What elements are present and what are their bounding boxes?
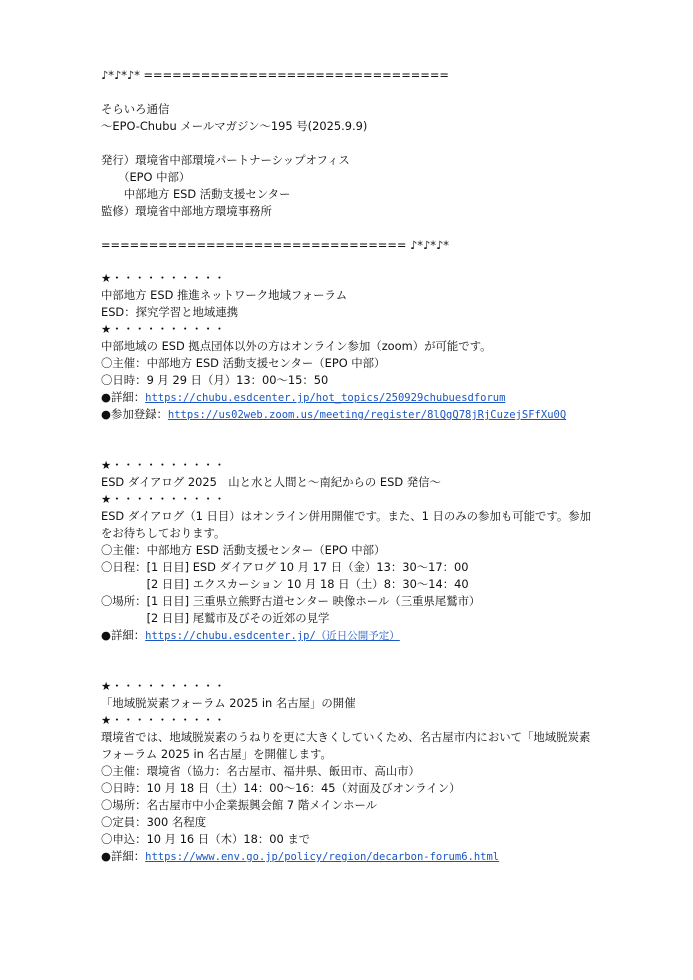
article-1-detail-link[interactable]: https://chubu.esdcenter.jp/hot_topics/250929chubuesdforum	[145, 392, 506, 404]
article-3-line: 〇定員：300 名程度	[101, 815, 207, 829]
publisher-line-3: 中部地方 ESD 活動支援センター	[101, 187, 291, 201]
article-3-line: フォーラム 2025 in 名古屋」を開催します。	[101, 747, 332, 761]
article-3-line: 〇主催：環境省（協力：名古屋市、福井県、飯田市、高山市）	[101, 764, 420, 778]
newsletter-title: そらいろ通信	[101, 102, 170, 116]
article-2-title: ESD ダイアログ 2025 山と水と人間と～南紀からの ESD 発信～	[101, 475, 441, 489]
article-2-line: ESD ダイアログ（1 日目）はオンライン併用開催です。また、1 日のみの参加も可能です。参加	[101, 509, 592, 523]
star-rule: ★・・・・・・・・・・	[101, 458, 226, 472]
article-3-line: 〇日時：10 月 18 日（土）14：00～16：45（対面及びオンライン）	[101, 781, 461, 795]
article-2-line: [2 日目] 尾鷲市及びその近郊の見学	[101, 611, 330, 625]
article-1-line: 〇主催：中部地方 ESD 活動支援センター（EPO 中部）	[101, 356, 386, 370]
detail-label: ●詳細：	[101, 628, 146, 642]
star-rule: ★・・・・・・・・・・	[101, 271, 226, 285]
star-rule: ★・・・・・・・・・・	[101, 713, 226, 727]
article-2-detail	[101, 627, 400, 644]
article-1-detail	[101, 389, 505, 406]
article-1-line: 中部地域の ESD 拠点団体以外の方はオンライン参加（zoom）が可能です。	[101, 339, 492, 353]
register-label: ●参加登録：	[101, 407, 168, 421]
article-2-line: [2 日目] エクスカーション 10 月 18 日（土）8：30～14：40	[101, 577, 469, 591]
article-1-line: 〇日時：9 月 29 日（月）13：00～15：50	[101, 373, 329, 387]
article-3-line: 環境省では、地域脱炭素のうねりを更に大きくしていくため、名古屋市内において「地域脱炭素	[101, 730, 591, 744]
article-2-line: をお待ちしております。	[101, 526, 226, 540]
article-1-subtitle: ESD：探究学習と地域連携	[101, 305, 239, 319]
article-1-title: 中部地方 ESD 推進ネットワーク地域フォーラム	[101, 288, 348, 302]
article-2-line: 〇主催：中部地方 ESD 活動支援センター（EPO 中部）	[101, 543, 386, 557]
article-1-register	[101, 406, 566, 423]
article-2-line: 〇日程：[1 日目] ESD ダイアログ 10 月 17 日（金）13：30～17：00	[101, 560, 469, 574]
newsletter-subtitle: ～EPO-Chubu メールマガジン～195 号(2025.9.9)	[101, 119, 368, 133]
article-3-detail-link[interactable]: https://www.env.go.jp/policy/region/decarbon-forum6.html	[145, 851, 500, 863]
star-rule: ★・・・・・・・・・・	[101, 322, 226, 336]
publisher-line-1: 発行）環境省中部環境パートナーシップオフィス	[101, 153, 350, 167]
publisher-line-2: （EPO 中部）	[101, 170, 191, 184]
header-top-rule: ♪*♪*♪* ================================	[101, 68, 449, 82]
article-2-line: 〇場所：[1 日目] 三重県立熊野古道センター 映像ホール（三重県尾鷲市）	[101, 594, 481, 608]
article-3-line: 〇場所：名古屋市中小企業振興会館 7 階メインホール	[101, 798, 378, 812]
star-rule: ★・・・・・・・・・・	[101, 679, 226, 693]
article-3-detail	[101, 848, 499, 865]
article-2-detail-link[interactable]: https://chubu.esdcenter.jp/（近日公開予定）	[145, 630, 400, 642]
supervisor-line: 監修）環境省中部地方環境事務所	[101, 204, 272, 218]
article-1-register-link[interactable]: https://us02web.zoom.us/meeting/register/8lQgQ78jRjCuzejSFfXu0Q	[167, 409, 567, 421]
detail-label: ●詳細：	[101, 849, 146, 863]
article-3-title: 「地域脱炭素フォーラム 2025 in 名古屋」の開催	[101, 696, 356, 710]
detail-label: ●詳細：	[101, 390, 146, 404]
header-bottom-rule: ================================ ♪*♪*♪*	[101, 238, 449, 252]
article-3-line: 〇申込：10 月 16 日（木）18：00 まで	[101, 832, 311, 846]
star-rule: ★・・・・・・・・・・	[101, 492, 226, 506]
